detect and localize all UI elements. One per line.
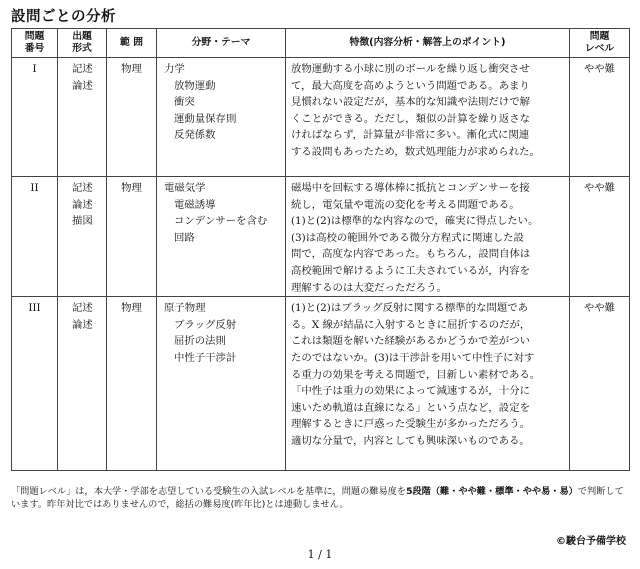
analysis-table (11, 28, 630, 471)
cell-feature: 磁場中を回転する導体棒に抵抗とコンデンサーを接 続し，電気量や電流の変化を考える問題である。 (1)と(2)は標準的な内容なので，確実に得点したい。 (3)は高校の範囲外である微分方程式に関連した設 問で，高度な内容であった。もちろん，設問自体は 高校範囲で解けるように工夫されているが，内容を 理解するのは大変だっただろう。 (286, 177, 570, 297)
cell-num: III (12, 297, 58, 471)
table-header-row (12, 29, 630, 58)
cell-level: やや難 (570, 177, 630, 297)
level-note: 「問題レベル」は，本大学・学部を志望している受験生の入試レベルを基準に，問題の難易度を5段階（難・やや難・標準・やや易・易）で判断しています。昨年対比ではありませんので，総括の難易度(昨年比)とは連動しません。 (11, 486, 624, 510)
page-title: 設問ごとの分析 (11, 9, 116, 25)
cell-level: やや難 (570, 297, 630, 471)
cell-range: 物理 (107, 177, 157, 297)
table-row (12, 177, 630, 297)
cell-feature: 放物運動する小球に別のボールを繰り返し衝突させ て，最大高度を高めようという問題である。あまり 見慣れない設定だが，基本的な知識や法則だけで解 くことができる。ただし，類似の計算を繰り返さな ければならず，計算量が非常に多い。漸化式に関連 する設問もあったため，数式処理能力が求められた。 (286, 58, 570, 177)
copyright: ©駿台予備学校 (556, 536, 626, 547)
header-level: 問題 レベル (570, 29, 630, 58)
header-num: 問題 番号 (12, 29, 58, 58)
cell-feature: (1)と(2)はブラッグ反射に関する標準的な問題であ る。X 線が結晶に入射するときに屈折するのだが， これは類題を解いた経験があるかどうかで差がつい たのではないか。(3)は干渉計を用いて中性子に対す る重力の効果を考える問題で，目新しい素材である。 「中性子は重力の効果によって減速するが，十分に 速いため軌道は直線になる」という点など，設定を 理解するときに戸惑った受験生が多かっただろう。 適切な分量で，内容としても興味深いものである。 (286, 297, 570, 471)
cell-range: 物理 (107, 58, 157, 177)
cell-field: 電磁気学 電磁誘導 コンデンサーを含む 回路 (157, 177, 286, 297)
header-form: 出題 形式 (58, 29, 107, 58)
cell-form: 記述 論述 描図 (58, 177, 107, 297)
table-row (12, 297, 630, 471)
cell-form: 記述 論述 (58, 58, 107, 177)
cell-form: 記述 論述 (58, 297, 107, 471)
cell-field: 原子物理 ブラッグ反射 屈折の法則 中性子干渉計 (157, 297, 286, 471)
header-feature: 特徴(内容分析・解答上のポイント) (286, 29, 570, 58)
header-range: 範 囲 (107, 29, 157, 58)
cell-num: I (12, 58, 58, 177)
cell-level: やや難 (570, 58, 630, 177)
table-row (12, 58, 630, 177)
cell-num: II (12, 177, 58, 297)
cell-field: 力学 放物運動 衝突 運動量保存則 反発係数 (157, 58, 286, 177)
header-field: 分野・テーマ (157, 29, 286, 58)
page-number: 1 / 1 (307, 548, 333, 561)
cell-range: 物理 (107, 297, 157, 471)
